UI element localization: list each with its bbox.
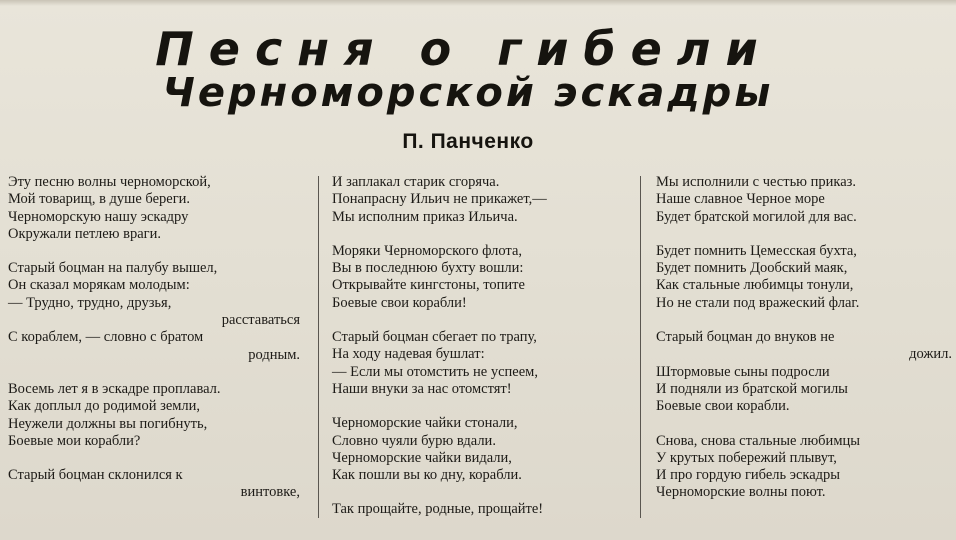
poem-line: Будет братской могилой для вас. [656, 208, 857, 225]
poem-line: дожил. [909, 346, 952, 363]
poem-line: Он сказал морякам молодым: [8, 277, 190, 294]
stanza [656, 433, 952, 502]
poem-line: Мой товарищ, в душе береги. [8, 191, 191, 208]
poem-line: Старый боцман на палубу вышел, [8, 260, 218, 277]
poem-line: И подняли из братской могилы [656, 380, 848, 397]
poem-line: Боевые свои корабли. [656, 398, 790, 415]
poem-line: Неужели должны вы погибнуть, [8, 415, 208, 432]
stanza [656, 174, 952, 226]
poem-line: расставаться [221, 312, 300, 329]
poem-line: Будет помнить Дообский маяк, [656, 260, 848, 277]
poem-line: Наше славное Черное море [656, 191, 825, 208]
poem-line: Черноморские чайки стонали, [332, 415, 518, 432]
poem-line: Моряки Черноморского флота, [332, 242, 523, 259]
poem-line: Наши внуки за нас отомстят! [332, 380, 512, 397]
poem-line: Черноморские чайки видали, [332, 449, 512, 466]
poem-line: И про гордую гибель эскадры [656, 467, 841, 484]
poem-line: Окружали петлею враги. [8, 225, 162, 242]
poem-column-3 [656, 174, 952, 519]
poem-line: Как стальные любимцы тонули, [656, 277, 854, 294]
poem-line: Как доплыл до родимой земли, [8, 398, 201, 415]
poem-line: Штормовые сыны подросли [656, 363, 830, 380]
poem-line: Боевые мои корабли? [8, 432, 141, 449]
poem-line: родным. [248, 346, 300, 363]
poem-line: Как пошли вы ко дну, корабли. [332, 467, 522, 484]
poem-line: Так прощайте, родные, прощайте! [332, 501, 544, 518]
stanza [656, 243, 952, 312]
stanza [656, 329, 952, 415]
stanza [332, 501, 632, 518]
stanza [8, 381, 300, 450]
poem-line: Мы исполним приказ Ильича. [332, 208, 518, 225]
poem-line: Эту песню волны черноморской, [8, 174, 211, 190]
poem-line: Черноморскую нашу эскадру [8, 208, 189, 225]
poem-line: Старый боцман до внуков не [656, 329, 835, 346]
stanza [332, 243, 632, 312]
page-edge [0, 0, 956, 6]
author-byline: П. Панченко [402, 130, 534, 153]
poem-title-line-2: Черноморской эскадры [162, 70, 774, 116]
stanza [8, 467, 300, 502]
poem-column-2 [332, 174, 632, 536]
poem-line: И заплакал старик сгоряча. [332, 174, 500, 190]
poem-column-1 [8, 174, 300, 519]
poem-line: Боевые свои корабли! [332, 294, 467, 311]
poem-line: Восемь лет я в эскадре проплавал. [8, 380, 221, 397]
stanza [8, 260, 300, 364]
poem-line: винтовке, [240, 484, 300, 501]
poem-line: Понапрасну Ильич не прикажет,— [332, 191, 547, 208]
poem-line: Вы в последнюю бухту вошли: [332, 260, 524, 277]
stanza [332, 329, 632, 398]
poem-line: Будет помнить Цемесская бухта, [656, 242, 857, 259]
poem-line: — Если мы отомстить не успеем, [332, 363, 538, 380]
poem-title-line-1: Песня о гибели [155, 22, 773, 76]
column-divider [318, 176, 319, 518]
poem-line: Мы исполнили с честью приказ. [656, 174, 857, 190]
stanza [8, 174, 300, 243]
stanza [332, 415, 632, 484]
poem-line: Но не стали под вражеский флаг. [656, 294, 860, 311]
poem-line: Открывайте кингстоны, топите [332, 277, 525, 294]
poem-line: Старый боцман склонился к [8, 467, 183, 484]
stanza [332, 174, 632, 226]
poem-line: Старый боцман сбегает по трапу, [332, 329, 537, 346]
poem-line: У крутых побережий плывут, [656, 449, 837, 466]
poem-line: Снова, снова стальные любимцы [656, 432, 860, 449]
poem-line: С кораблем, — словно с братом [8, 329, 204, 346]
poem-line: На ходу надевая бушлат: [332, 346, 485, 363]
poem-line: — Трудно, трудно, друзья, [8, 294, 172, 311]
poem-line: Черноморские волны поют. [656, 484, 826, 501]
poem-line: Словно чуяли бурю вдали. [332, 432, 496, 449]
column-divider [640, 176, 641, 518]
